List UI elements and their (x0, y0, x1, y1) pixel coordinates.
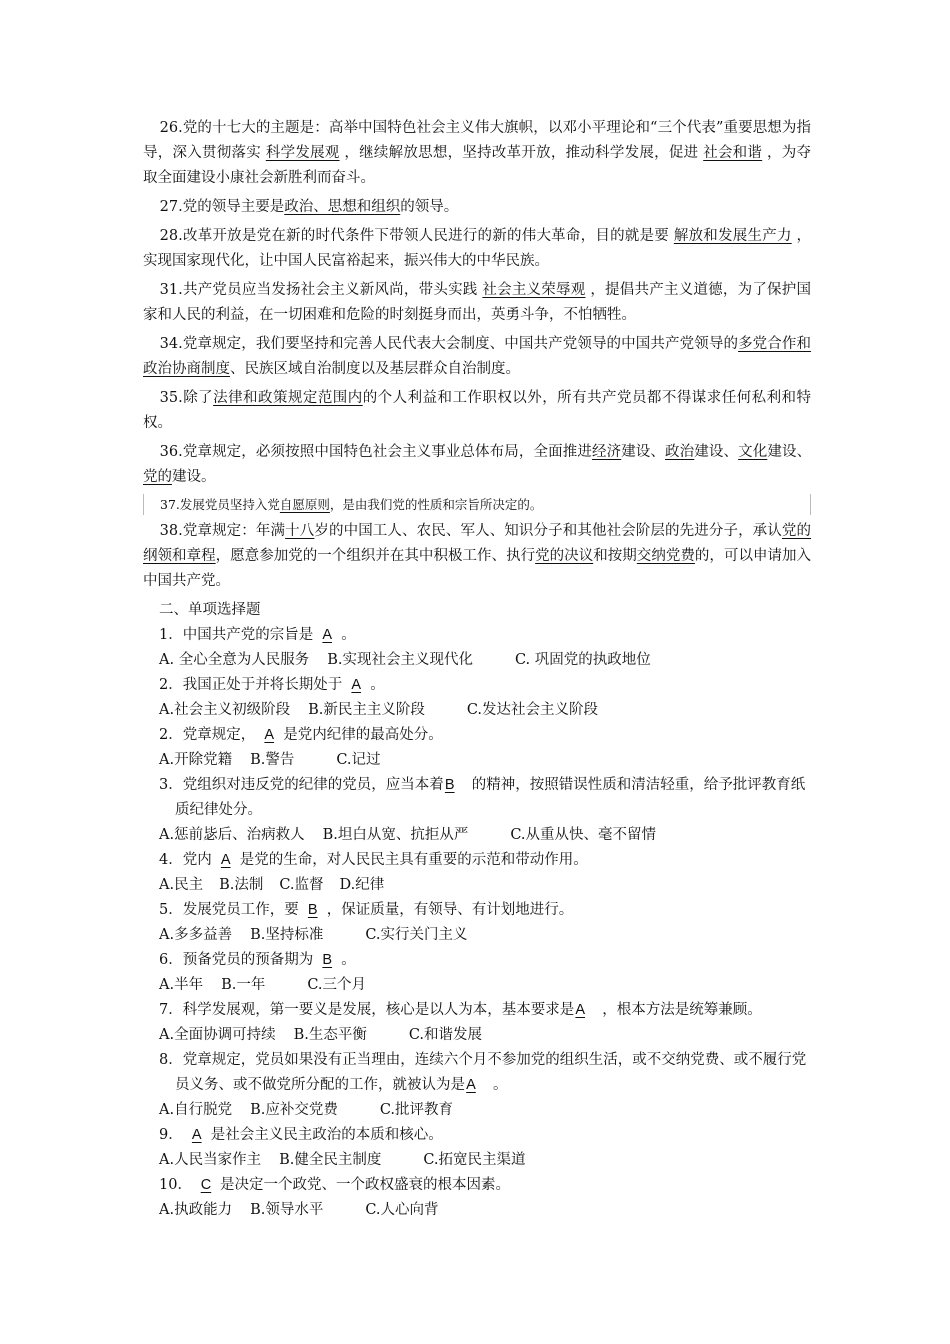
fill-question (143, 116, 811, 191)
answer-text: 政治 (665, 444, 695, 460)
choice-options (143, 1198, 811, 1223)
answer-blank: A (575, 1002, 586, 1018)
question-text: 建设。 (172, 469, 216, 485)
answer-blank: A (191, 1127, 202, 1143)
question-text: ，愿意参加党的一个组织并在其中积极工作、执行 (215, 548, 536, 564)
choice-options (143, 823, 811, 848)
choice-question (143, 773, 811, 823)
question-text: 7．科学发展观，第一要义是发展，核心是以人为本，基本要求是 (159, 1002, 575, 1018)
answer-text: 文化 (738, 444, 768, 460)
answer-text: 党的 (143, 469, 172, 485)
question-text: 34.党章规定，我们要坚持和完善人民代表大会制度、中国共产党领导的中国共产党领导的 (159, 336, 739, 352)
question-text: 是党的生命，对人民民主具有重要的示范和带动作用。 (239, 852, 588, 868)
question-text: 9． (159, 1127, 183, 1143)
choice-question (143, 1048, 811, 1098)
question-text: 10． (159, 1177, 192, 1193)
answer-blank: A (466, 1077, 476, 1093)
document-body (143, 116, 811, 1223)
question-text: 26.党的十七大的主题是：高举中国特色社会主义伟大旗帜，以邓小平理论和“三个代表”重要思想为指导，深入贯彻落实 (143, 120, 811, 161)
fill-question (143, 519, 811, 594)
answer-text: 法律和政策规定范围内 (213, 390, 363, 406)
choice-options (143, 873, 811, 898)
choice-question (143, 623, 811, 648)
answer-blank: B (444, 777, 455, 793)
choice-question (143, 998, 811, 1023)
choice-option: C.实行关门主义 (365, 927, 468, 943)
answer-blank: B (322, 952, 333, 968)
question-text: 是决定一个政党、一个政权盛衰的根本因素。 (219, 1177, 510, 1193)
question-text: 的个人利益和工作职权以外，所有共产党员都不得谋求任何私利和特权。 (143, 390, 812, 431)
question-text: 35.除了 (159, 390, 214, 406)
question-text: 和按期 (593, 548, 637, 564)
choice-option: A.执政能力 (159, 1202, 233, 1218)
choice-option: A.惩前毖后、治病救人 (159, 827, 305, 843)
question-text: ，是由我们党的性质和宗旨所决定的。 (329, 497, 543, 512)
question-text: 6．预备党员的预备期为 (159, 952, 314, 968)
question-text: 是社会主义民主政治的本质和核心。 (210, 1127, 443, 1143)
choice-options (143, 923, 811, 948)
choice-option: C.发达社会主义阶段 (466, 702, 599, 718)
fill-question (143, 494, 811, 515)
choice-option: B.健全民主制度 (279, 1152, 382, 1168)
fill-question (143, 224, 811, 274)
multiple-choice-section (143, 623, 811, 1223)
choice-option: A.多多益善 (159, 927, 233, 943)
choice-question (143, 1123, 811, 1148)
choice-options (143, 698, 811, 723)
answer-text: 十八 (285, 523, 315, 539)
choice-option: C.三个月 (307, 977, 367, 993)
question-text: 。 (341, 952, 356, 968)
question-text: ，保证质量，有领导、有计划地进行。 (326, 902, 574, 918)
question-text: 4．党内 (159, 852, 212, 868)
question-text: 。 (493, 1077, 508, 1093)
choice-option: A.开除党籍 (159, 752, 233, 768)
choice-option: C.监督 (279, 877, 324, 893)
question-text: ，根本方法是统筹兼顾。 (602, 1002, 762, 1018)
answer-blank: A (322, 627, 333, 643)
question-text: 建设、 (694, 444, 739, 460)
question-text: 28.改革开放是党在新的时代条件下带领人民进行的新的伟大革命，目的就是要 (159, 228, 674, 244)
choice-options (143, 1098, 811, 1123)
choice-option: A.社会主义初级阶段 (159, 702, 291, 718)
answer-text: 多党合作和政治协商制度 (143, 336, 812, 377)
question-text: ，实现国家现代化，让中国人民富裕起来，振兴伟大的中华民族。 (143, 228, 812, 269)
choice-option: C.拓宽民主渠道 (423, 1152, 526, 1168)
answer-text: 社会主义荣辱观 (482, 282, 586, 298)
choice-question (143, 948, 811, 973)
answer-text: 党的决议 (535, 548, 594, 564)
question-text: 8．党章规定，党员如果没有正当理由，连续六个月不参加党的组织生活，或不交纳党费、或不履行党员义务、或不做党所分配的工作，就被认为是 (159, 1052, 807, 1093)
choice-options (143, 748, 811, 773)
answer-blank: A (351, 677, 362, 693)
section-title: 二、单项选择题 (159, 602, 261, 618)
question-text: 的精神，按照错误性质和清洁轻重，给予批评教育纸质纪律处分。 (175, 777, 806, 818)
question-text: 岁的中国工人、农民、军人、知识分子和其他社会阶层的先进分子，承认 (314, 523, 782, 539)
choice-options (143, 1023, 811, 1048)
question-text: 38.党章规定：年满 (159, 523, 286, 539)
answer-text: 党的纲领和章程 (143, 523, 812, 564)
choice-option: C.批评教育 (379, 1102, 454, 1118)
choice-option: B.应补交党费 (250, 1102, 338, 1118)
question-text: 。 (341, 627, 356, 643)
fill-in-section (143, 116, 811, 594)
fill-question (143, 332, 811, 382)
choice-options (143, 648, 811, 673)
answer-blank: C (200, 1177, 212, 1193)
answer-text: 解放和发展生产力 (673, 228, 792, 244)
question-text: 的，可以申请加入中国共产党。 (143, 548, 812, 589)
answer-text: 政治、思想和组织 (284, 199, 401, 215)
choice-option: C. 巩固党的执政地位 (514, 652, 651, 668)
question-text: 3．党组织对违反党的纪律的党员，应当本着 (159, 777, 444, 793)
question-text: 的领导。 (400, 199, 459, 215)
choice-option: C.和谐发展 (408, 1027, 483, 1043)
choice-option: A. 全心全意为人民服务 (159, 652, 310, 668)
choice-option: A.半年 (159, 977, 204, 993)
question-text: 27.党的领导主要是 (159, 199, 285, 215)
choice-options (143, 1148, 811, 1173)
answer-text: 经济 (591, 444, 622, 460)
choice-option: A.全面协调可持续 (159, 1027, 276, 1043)
question-text: 2．党章规定， (159, 727, 256, 743)
choice-option: B.警告 (250, 752, 295, 768)
choice-option: C.记过 (336, 752, 381, 768)
choice-question (143, 673, 811, 698)
question-text: 36.党章规定，必须按照中国特色社会主义事业总体布局，全面推进 (159, 444, 592, 460)
choice-option: D.纪律 (339, 877, 385, 893)
fill-question (143, 195, 811, 220)
fill-question (143, 440, 811, 490)
choice-question (143, 723, 811, 748)
choice-question (143, 848, 811, 873)
choice-option: B.生态平衡 (293, 1027, 367, 1043)
choice-option: A.人民当家作主 (159, 1152, 262, 1168)
choice-option: C.人心向背 (365, 1202, 439, 1218)
answer-text: 交纳党费 (636, 548, 695, 564)
choice-question (143, 898, 811, 923)
question-text: 2．我国正处于并将长期处于 (159, 677, 343, 693)
question-text: 1．中国共产党的宗旨是 (159, 627, 314, 643)
question-text: 建设、 (767, 444, 812, 460)
choice-option: A.自行脱党 (159, 1102, 233, 1118)
choice-option: A.民主 (159, 877, 204, 893)
question-text: 37.发展党员坚持入党 (160, 497, 280, 512)
fill-question (143, 386, 811, 436)
question-text: 、民族区域自治制度以及基层群众自治制度。 (230, 361, 520, 377)
answer-text: 社会和谐 (703, 145, 763, 161)
answer-text: 自愿原则 (279, 497, 330, 512)
question-text: 建设、 (621, 444, 666, 460)
choice-option: B.坦白从宽、抗拒从严 (322, 827, 469, 843)
answer-blank: A (264, 727, 275, 743)
choice-option: C.从重从快、毫不留情 (510, 827, 657, 843)
question-text: 31.共产党员应当发扬社会主义新风尚，带头实践 (159, 282, 483, 298)
choice-option: B.实现社会主义现代化 (327, 652, 473, 668)
question-text: ，继续解放思想，坚持改革开放，推动科学发展，促进 (339, 145, 704, 161)
choice-option: B.法制 (219, 877, 264, 893)
choice-option: B.领导水平 (250, 1202, 324, 1218)
answer-text: 科学发展观 (265, 145, 340, 161)
question-text: 5．发展党员工作，要 (159, 902, 299, 918)
question-text: 。 (370, 677, 385, 693)
answer-blank: A (220, 852, 231, 868)
choice-option: B.坚持标准 (250, 927, 324, 943)
choice-option: B.新民主主义阶段 (308, 702, 425, 718)
choice-options (143, 973, 811, 998)
fill-question (143, 278, 811, 328)
question-text: 是党内纪律的最高处分。 (283, 727, 443, 743)
answer-blank: B (307, 902, 318, 918)
question-text: ，提倡共产主义道德，为了保护国家和人民的利益，在一切困难和危险的时刻挺身而出，英勇斗争，不怕牺牲。 (143, 282, 812, 323)
choice-option: B.一年 (221, 977, 266, 993)
choice-question (143, 1173, 811, 1198)
question-text: ，为夺取全面建设小康社会新胜利而奋斗。 (143, 145, 812, 186)
